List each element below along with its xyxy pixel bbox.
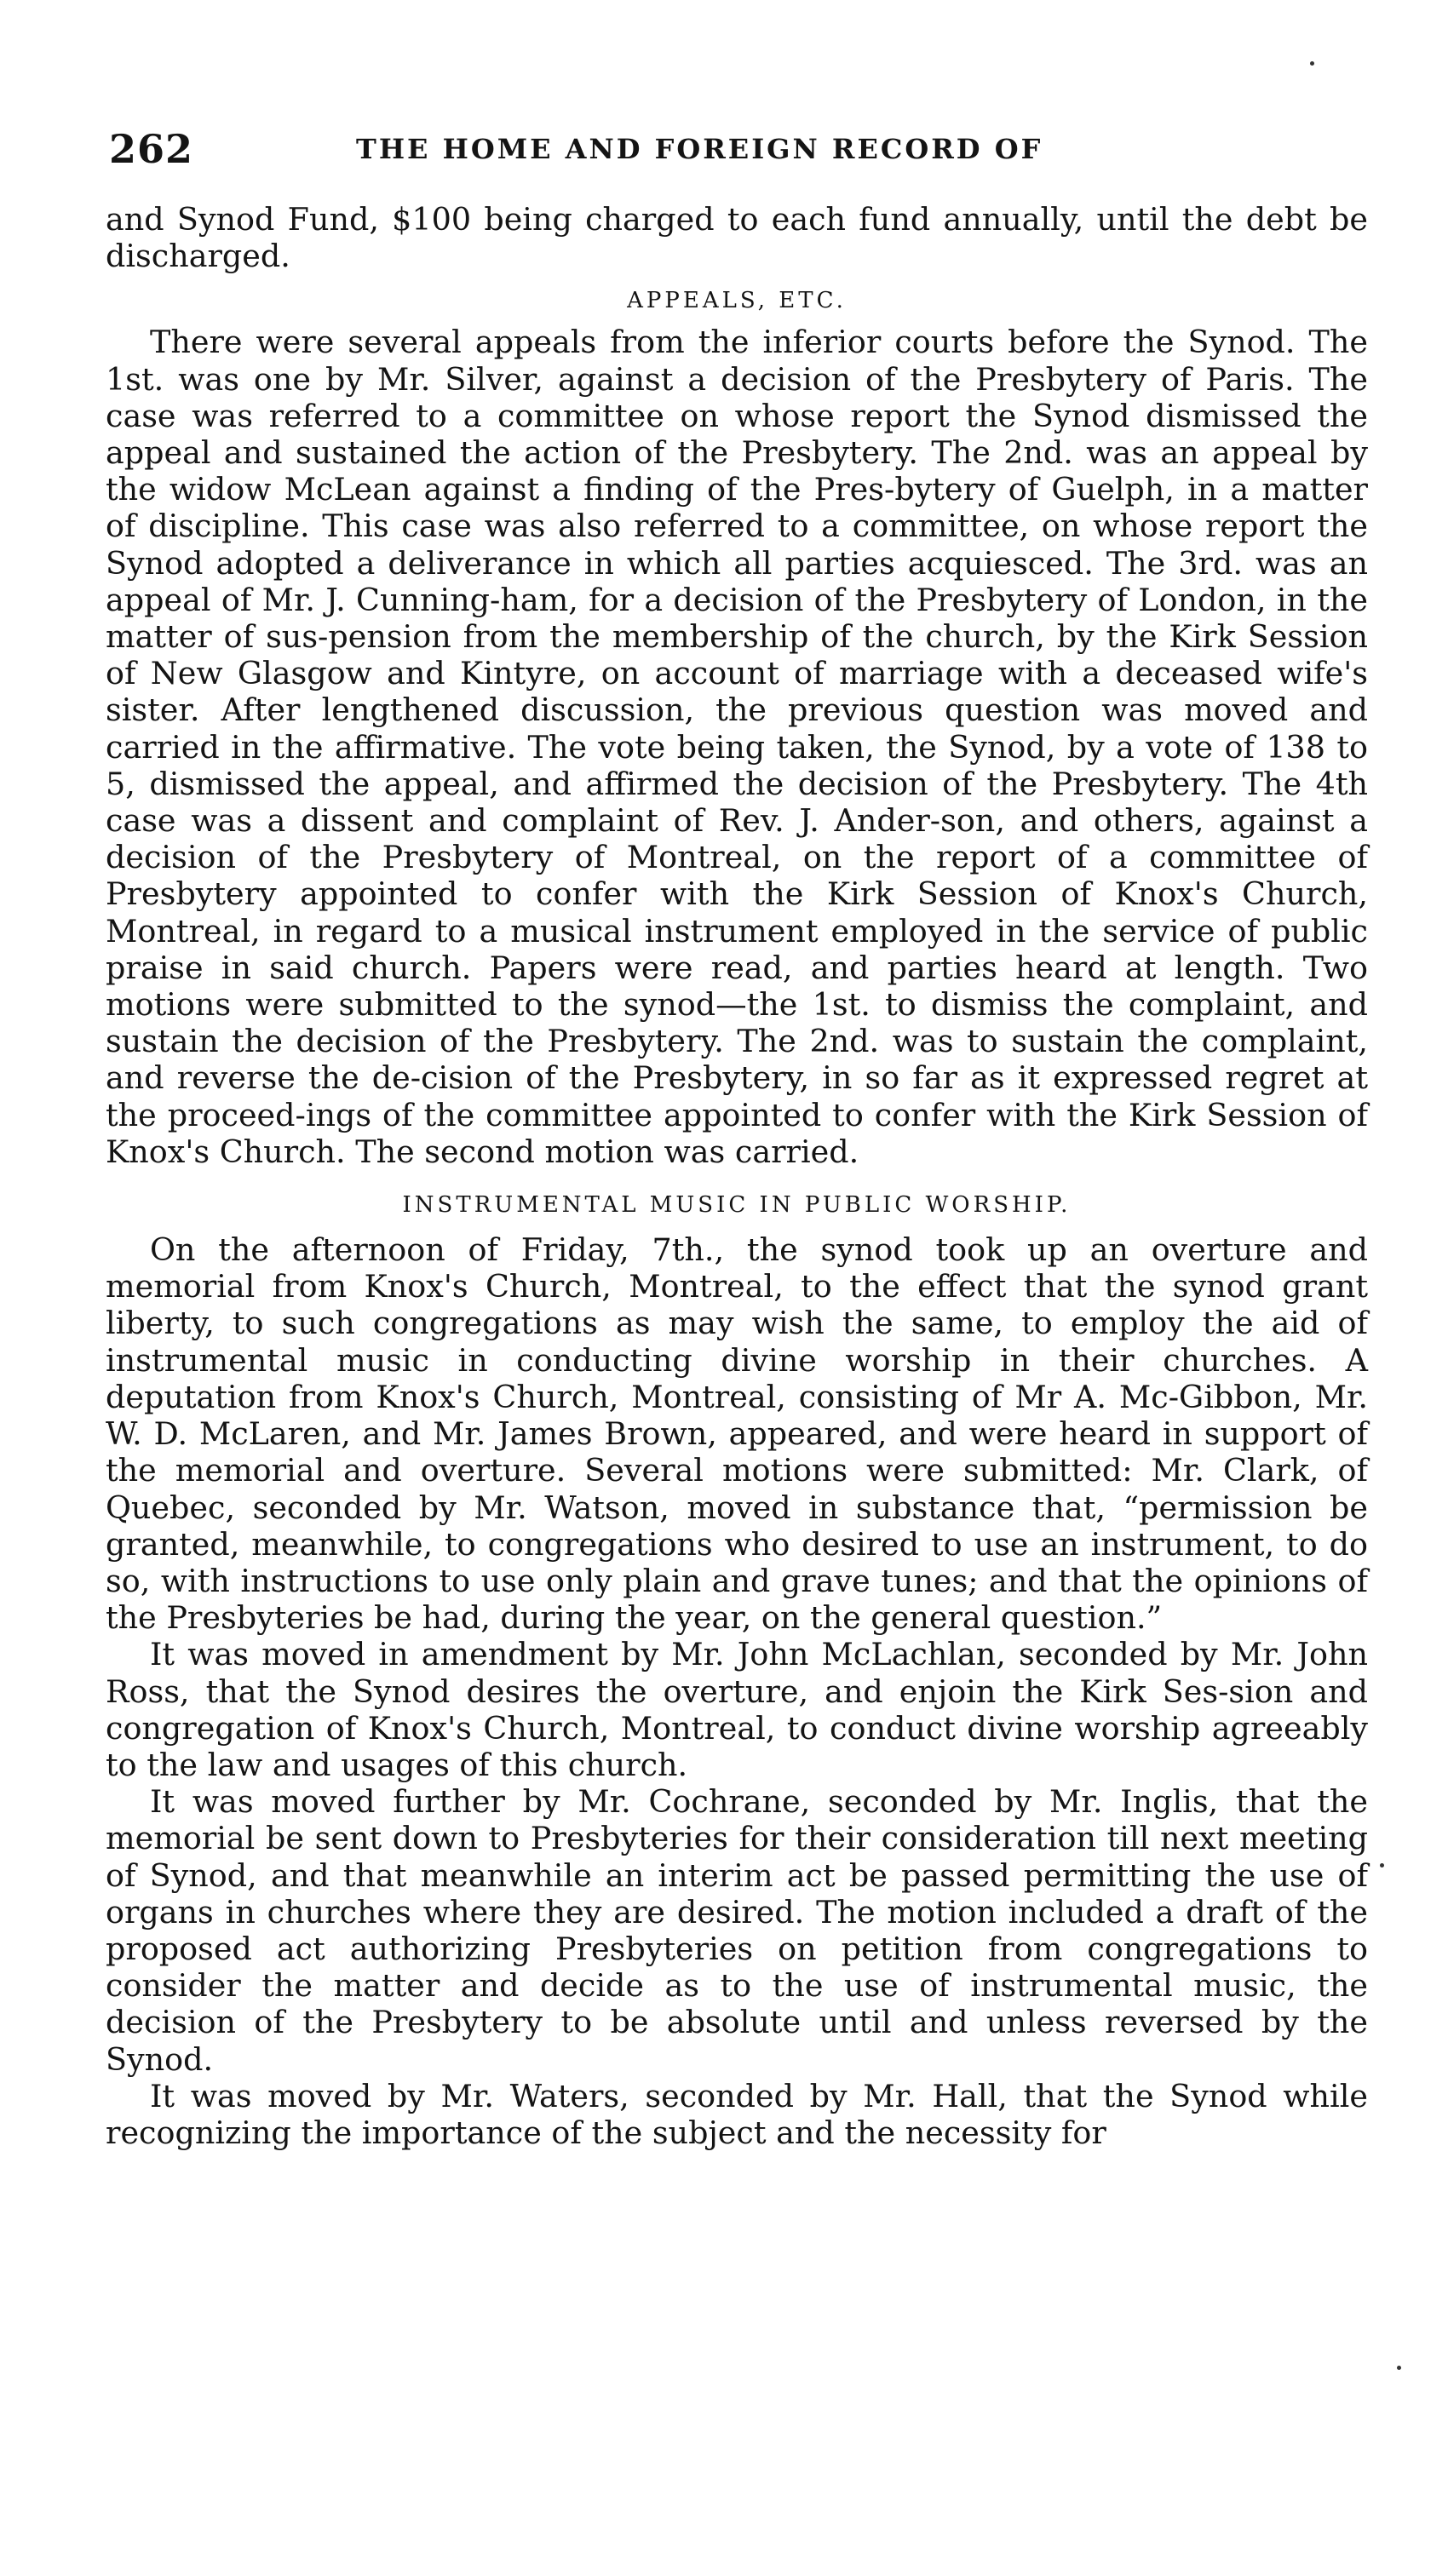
appeals-paragraph: There were several appeals from the inferior courts before the Synod. The 1st. was one by Mr. Silver, against a decision of the Presbytery of Paris. The case was referred to a committee on whose report the Synod dismissed the appeal and sustained the action of the Presbytery. The 2nd. was an appeal by the widow McLean against a finding of the Pres-bytery of Guelph, in a matter of discipline. This case was also referred to a committee, on whose report the Synod adopted a deliverance in which all parties acquiesced. The 3rd. was an appeal of Mr. J. Cunning-ham, for a decision of the Presbytery of London, in the matter of sus-pension from the membership of the church, by the Kirk Session of New Glasgow and Kintyre, on account of marriage with a deceased wife's sister. After lengthened discussion, the previous question was moved and carried in the affirmative. The vote being taken, the Synod, by a vote of 138 to 5, dismissed the appeal, and affirmed the decision of the Presbytery. The 4th case was a dissent and complaint of Rev. J. Ander-son, and others, against a decision of the Presbytery of Montreal, on the report of a committee of Presbytery appointed to confer with the Kirk Session of Knox's Church, Montreal, in regard to a musical instrument employed in the service of public praise in said church. Papers were read, and parties heard at length. Two motions were submitted to the synod—the 1st. to dismiss the complaint, and sustain the decision of the Presbytery. The 2nd. was to sustain the complaint, and reverse the de-cision of the Presbytery, in so far as it expressed regret at the proceed-ings of the committee appointed to confer with the Kirk Session of Knox's Church. The second motion was carried. — [106, 324, 1368, 1170]
music-paragraph: It was moved in amendment by Mr. John McLachlan, seconded by Mr. John Ross, that the Synod desires the overture, and enjoin the Kirk Ses-sion and congregation of Knox's Church, Montreal, to conduct divine worship agreeably to the law and usages of this church. — [106, 1636, 1368, 1783]
page-header — [109, 126, 1361, 177]
music-paragraph: It was moved further by Mr. Cochrane, seconded by Mr. Inglis, that the memorial be sent down to Presbyteries for their consideration till next meeting of Synod, and that meanwhile an interim act be passed permitting the use of organs in churches where they are desired. The motion included a draft of the proposed act authorizing Presbyteries on petition from congregations to consider the matter and decide as to the use of instrumental music, the decision of the Presbytery to be absolute until and unless reversed by the Synod. — [106, 1783, 1368, 2078]
print-speck — [1310, 61, 1314, 66]
body-text — [106, 201, 1368, 2151]
opening-paragraph: and Synod Fund, $100 being charged to each fund annually, until the debt be discharged. — [106, 201, 1368, 275]
print-speck — [1380, 1863, 1384, 1867]
page-number: 262 — [109, 126, 194, 172]
print-speck — [1397, 2366, 1401, 2370]
running-title: THE HOME AND FOREIGN RECORD OF — [356, 133, 1043, 165]
section-heading-appeals: APPEALS, ETC. — [627, 288, 847, 314]
music-paragraph: On the afternoon of Friday, 7th., the synod took up an overture and memorial from Knox's Church, Montreal, to the effect that the synod grant liberty, to such congregations as may wish the same, to employ the aid of instrumental music in conducting divine worship in their churches. A deputation from Knox's Church, Montreal, consisting of Mr A. Mc-Gibbon, Mr. W. D. McLaren, and Mr. James Brown, appeared, and were heard in support of the memorial and overture. Several motions were submitted: Mr. Clark, of Quebec, seconded by Mr. Watson, moved in substance that, “permission be granted, meanwhile, to congregations who desired to use an instrument, to do so, with instructions to use only plain and grave tunes; and that the opinions of the Presbyteries be had, during the year, on the general question.” — [106, 1231, 1368, 1637]
music-paragraph: It was moved by Mr. Waters, seconded by Mr. Hall, that the Synod while recognizing the importance of the subject and the necessity for — [106, 2077, 1368, 2151]
section-heading-instrumental-music: INSTRUMENTAL MUSIC IN PUBLIC WORSHIP. — [402, 1192, 1072, 1219]
